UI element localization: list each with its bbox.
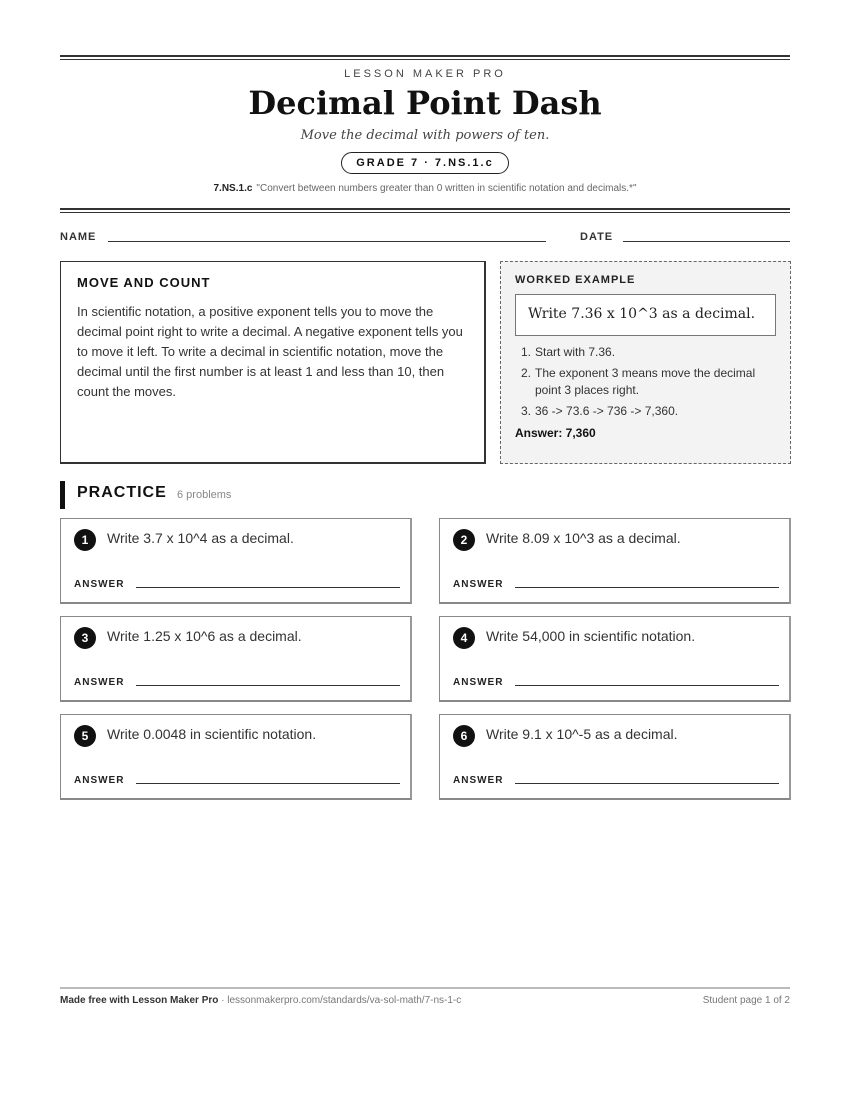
practice-accent-bar (60, 481, 65, 509)
problem-number-badge: 6 (453, 725, 475, 747)
problem-number-badge: 2 (453, 529, 475, 551)
problem-card-6 (439, 714, 791, 800)
problem-card-5 (60, 714, 412, 800)
answer-field[interactable] (515, 587, 779, 588)
problem-number-badge: 1 (74, 529, 96, 551)
name-label: NAME (60, 231, 97, 243)
answer-label: ANSWER (74, 579, 125, 590)
footer-page-number: Student page 1 of 2 (702, 995, 790, 1006)
problem-number-badge: 4 (453, 627, 475, 649)
answer-field[interactable] (515, 685, 779, 686)
footer-credit (60, 995, 461, 1006)
worked-example-step: 2. The exponent 3 means move the decimal point 3 places right. (521, 366, 756, 397)
footer-rule (60, 987, 790, 989)
worked-example-answer: Answer: 7,360 (515, 426, 596, 440)
worked-example-title: WORKED EXAMPLE (515, 274, 636, 286)
answer-field[interactable] (136, 685, 400, 686)
problem-text: Write 3.7 x 10^4 as a decimal. (107, 530, 294, 546)
problem-text: Write 8.09 x 10^3 as a decimal. (486, 530, 681, 546)
problem-number-badge: 5 (74, 725, 96, 747)
answer-field[interactable] (136, 587, 400, 588)
answer-field[interactable] (136, 783, 400, 784)
problem-text: Write 54,000 in scientific notation. (486, 628, 696, 644)
header-rule-bottom (60, 208, 790, 213)
problem-text: Write 0.0048 in scientific notation. (107, 726, 317, 742)
answer-field[interactable] (515, 783, 779, 784)
move-and-count-box (60, 261, 486, 464)
worked-example-question: Write 7.36 x 10^3 as a decimal. (515, 294, 776, 336)
practice-title: PRACTICE (77, 484, 167, 501)
worked-example-step: 3. 36 -> 73.6 -> 736 -> 7,360. (521, 404, 679, 418)
problem-text: Write 9.1 x 10^-5 as a decimal. (486, 726, 678, 742)
problem-text: Write 1.25 x 10^6 as a decimal. (107, 628, 302, 644)
answer-label: ANSWER (453, 677, 504, 688)
problem-card-3 (60, 616, 412, 702)
problem-number-badge: 3 (74, 627, 96, 649)
move-and-count-title: MOVE AND COUNT (77, 275, 211, 290)
answer-label: ANSWER (453, 579, 504, 590)
grade-badge: GRADE 7 · 7.NS.1.c (341, 152, 508, 174)
problem-card-4 (439, 616, 791, 702)
date-label: DATE (580, 231, 614, 243)
name-field[interactable] (108, 241, 546, 242)
problem-card-2 (439, 518, 791, 604)
brand-name: LESSON MAKER PRO (344, 68, 506, 80)
date-field[interactable] (623, 241, 790, 242)
worksheet-title: Decimal Point Dash (248, 84, 602, 122)
answer-label: ANSWER (74, 677, 125, 688)
practice-count: 6 problems (177, 489, 232, 501)
move-and-count-body: In scientific notation, a positive exponent tells you to move the decimal point right to write a decimal. A negative exponent tells you to move it left. To write a decimal in scientific notation, move the decimal until the first number is at least 1 and less than 10, then count the moves. (77, 304, 463, 399)
answer-label: ANSWER (74, 775, 125, 786)
worked-example-steps (515, 344, 776, 420)
problem-card-1 (60, 518, 412, 604)
answer-label: ANSWER (453, 775, 504, 786)
worked-example-box (500, 261, 791, 464)
worksheet-subtitle: Move the decimal with powers of ten. (300, 128, 550, 143)
worked-example-step: 1. Start with 7.36. (521, 345, 616, 359)
footer-made-with: Made free with Lesson Maker Pro (60, 995, 219, 1006)
standard-text: "Convert between numbers greater than 0 written in scientific notation and decimals.*" (256, 183, 637, 194)
header-rule-top (60, 55, 790, 60)
footer-url[interactable]: · lessonmakerpro.com/standards/va-sol-math/7-ns-1-c (218, 995, 462, 1006)
standard-code: 7.NS.1.c (213, 183, 253, 194)
standard-line (0, 183, 850, 194)
